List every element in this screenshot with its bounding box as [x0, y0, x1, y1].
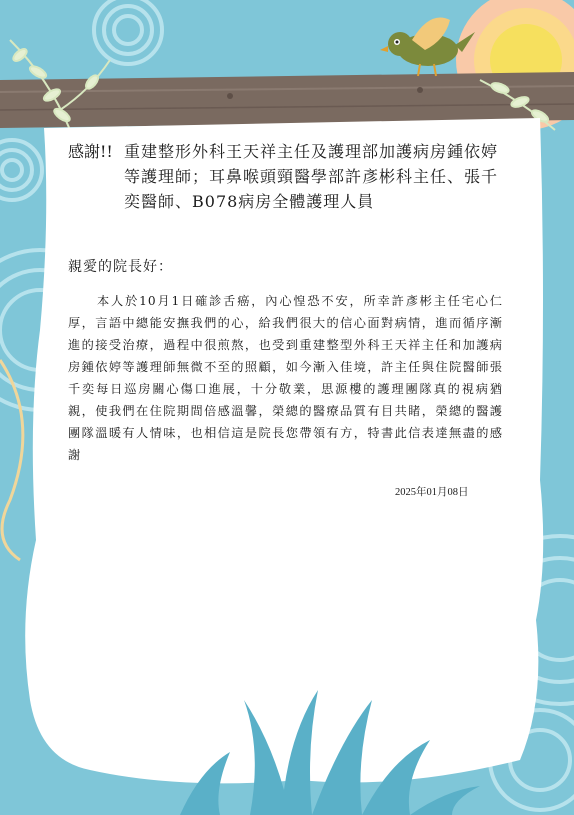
letter-date: 2025年01月08日 [395, 487, 469, 498]
title-recipients: 重建整形外科王天祥主任及護理部加護病房鍾依婷等護理師；耳鼻喉頭頸醫學部許彥彬科主任、張千奕醫師、B078病房全體護理人員 [124, 142, 499, 211]
greeting: 親愛的院長好： [68, 259, 173, 275]
title-prefix: 感謝!! [68, 142, 113, 161]
letter-body: 本人於10月1日確診舌癌，內心惶恐不安，所幸許彥彬主任宅心仁厚，言語中總能安撫我們的心，給我們很大的信心面對病情，進而循序漸進的接受治療，過程中很煎熬，也受到重建整型外科王天祥主任和加護病房鍾依婷等護理師無微不至的照顧，如今漸入佳境，許主任與住院醫師張千奕每日巡房關心傷口進展，十分敬業，思源樓的護理團隊真的視病猶親，使我們在住院期間倍感溫馨，榮總的醫療品質有目共睹，榮總的醫護團隊溫暖有人情味，也相信這是院長您帶領有方，特書此信表達無盡的感謝 [68, 294, 503, 462]
